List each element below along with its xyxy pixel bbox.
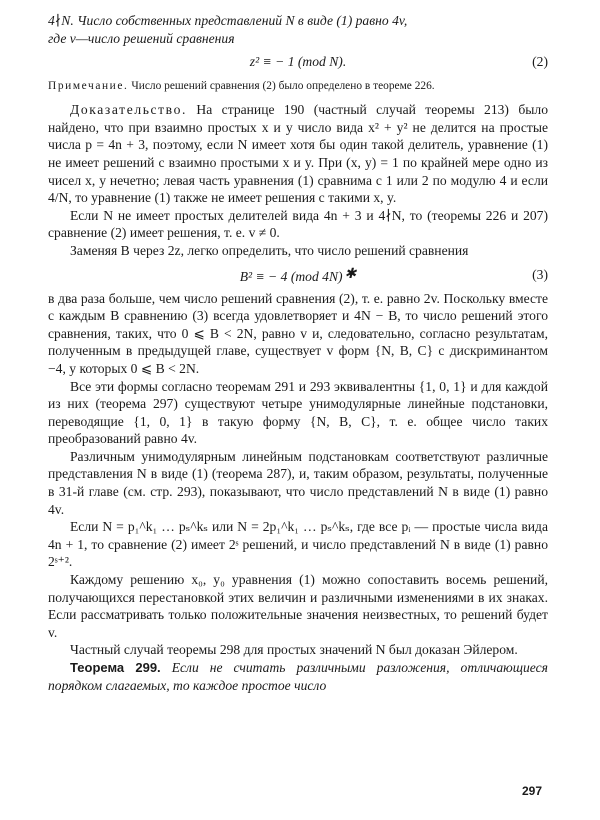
formula-2 [48,47,548,77]
formula-3-expression [48,266,548,286]
page-number: 297 [521,784,542,798]
proof-paragraph-5: Все эти формы согласно теоремам 291 и 293 эквивалентны {1, 0, 1} и для каждой из них (теорема 297) существуют четыре унимодулярные линейные подстановки, переводящие {1, 0, 1} в такую форму {N, B, C}, т. е. общее число таких преобразований равно 4v. [48,378,548,447]
formula-2-number: (2) [532,54,548,70]
proof-paragraph-3: Заменяя B через 2z, легко определить, что число решений сравнения [70,242,469,258]
proof-paragraph-7: Если N = p₁^k₁ … pₛ^kₛ или N = 2p₁^k₁ … pₛ^kₛ, где все pᵢ — простые числа вида 4n + 1, то сравнение (2) имеет 2ˢ решений, и число представлений N в виде (1) равно 2ˢ⁺². [48,519,548,570]
proof-paragraph-8: Каждому решению x₀, y₀ уравнения (1) можно сопоставить восемь решений, получающихся перестановкой этих величин и различными изменениями в их знаках. Если рассматривать только положительные значения неизвестных, то решений будет v. [48,572,548,640]
formula-3-text: B² ≡ − 4 (mod 4N) [239,268,343,284]
note-text: Число решений сравнения (2) было определено в теореме 226. [131,80,435,93]
proof-paragraph-6: Различным унимодулярным линейным подстановкам соответствуют различные представления N в виде (1) (теорема 287), и, таким образом, результаты, полученные в 31-й главе (см. стр. 293), показывают, что число представлений N в виде (1) равно 4v. [48,448,548,517]
formula-3 [48,260,548,290]
formula-2-expression: z² ≡ − 1 (mod N). [249,54,347,70]
proof-paragraph-1 [48,101,548,207]
proof-paragraph-2: Если N не имеет простых делителей вида 4n + 3 и 4∤N, то (теоремы 226 и 207) сравнение (2) имеет решения, т. е. v ≠ 0. [48,207,548,241]
formula-3-mark: ✱ [344,266,357,282]
proof-text-1: На странице 190 (частный случай теоремы 213) было найдено, что при взаимно простых x и y число вида x² + y² не делится на простые числа p = 4n + 3, поэтому, если N имеет хотя бы один такой делитель, уравнение (1) не имеет решений с взаимно простыми x и y. При (x, y) = 1 по крайней мере одно из чисел x, y нечетно; левая часть уравнения (1) сравнима с 1 или 2 по модулю 4 и если 4/N, то уравнение (1) также не имеет решения с такими x, y. [48,102,548,206]
page-body [48,12,548,694]
continuation-line-1: 4∤N. Число собственных представлений N в виде (1) равно 4v, [48,13,408,28]
theorem-text: Если не считать различными разложения, отличающиеся порядком слагаемых, то каждое простое число [48,660,548,693]
theorem-299 [48,659,548,694]
note [48,79,548,93]
theorem-label: Теорема 299. [70,660,161,675]
continuation-line-2: где v—число решений сравнения [48,30,235,46]
note-label: Примечание. [48,80,129,93]
proof-label: Доказательство. [70,102,188,118]
formula-3-number: (3) [532,266,548,282]
proof-paragraph-9: Частный случай теоремы 298 для простых значений N был доказан Эйлером. [70,642,518,658]
proof-paragraph-4: в два раза больше, чем число решений сравнения (2), т. е. равно 2v. Поскольку вместе с каждым B сравнению (3) всегда удовлетворяет и 4N − B, то число решений этого сравнения, таких, что 0 ⩽ B < 2N, равно v и, следовательно, согласно результатам, полученным в предыдущей главе, существует v форм {N, B, C} с дискриминантом −4, у которых 0 ⩽ B < 2N. [48,290,548,376]
